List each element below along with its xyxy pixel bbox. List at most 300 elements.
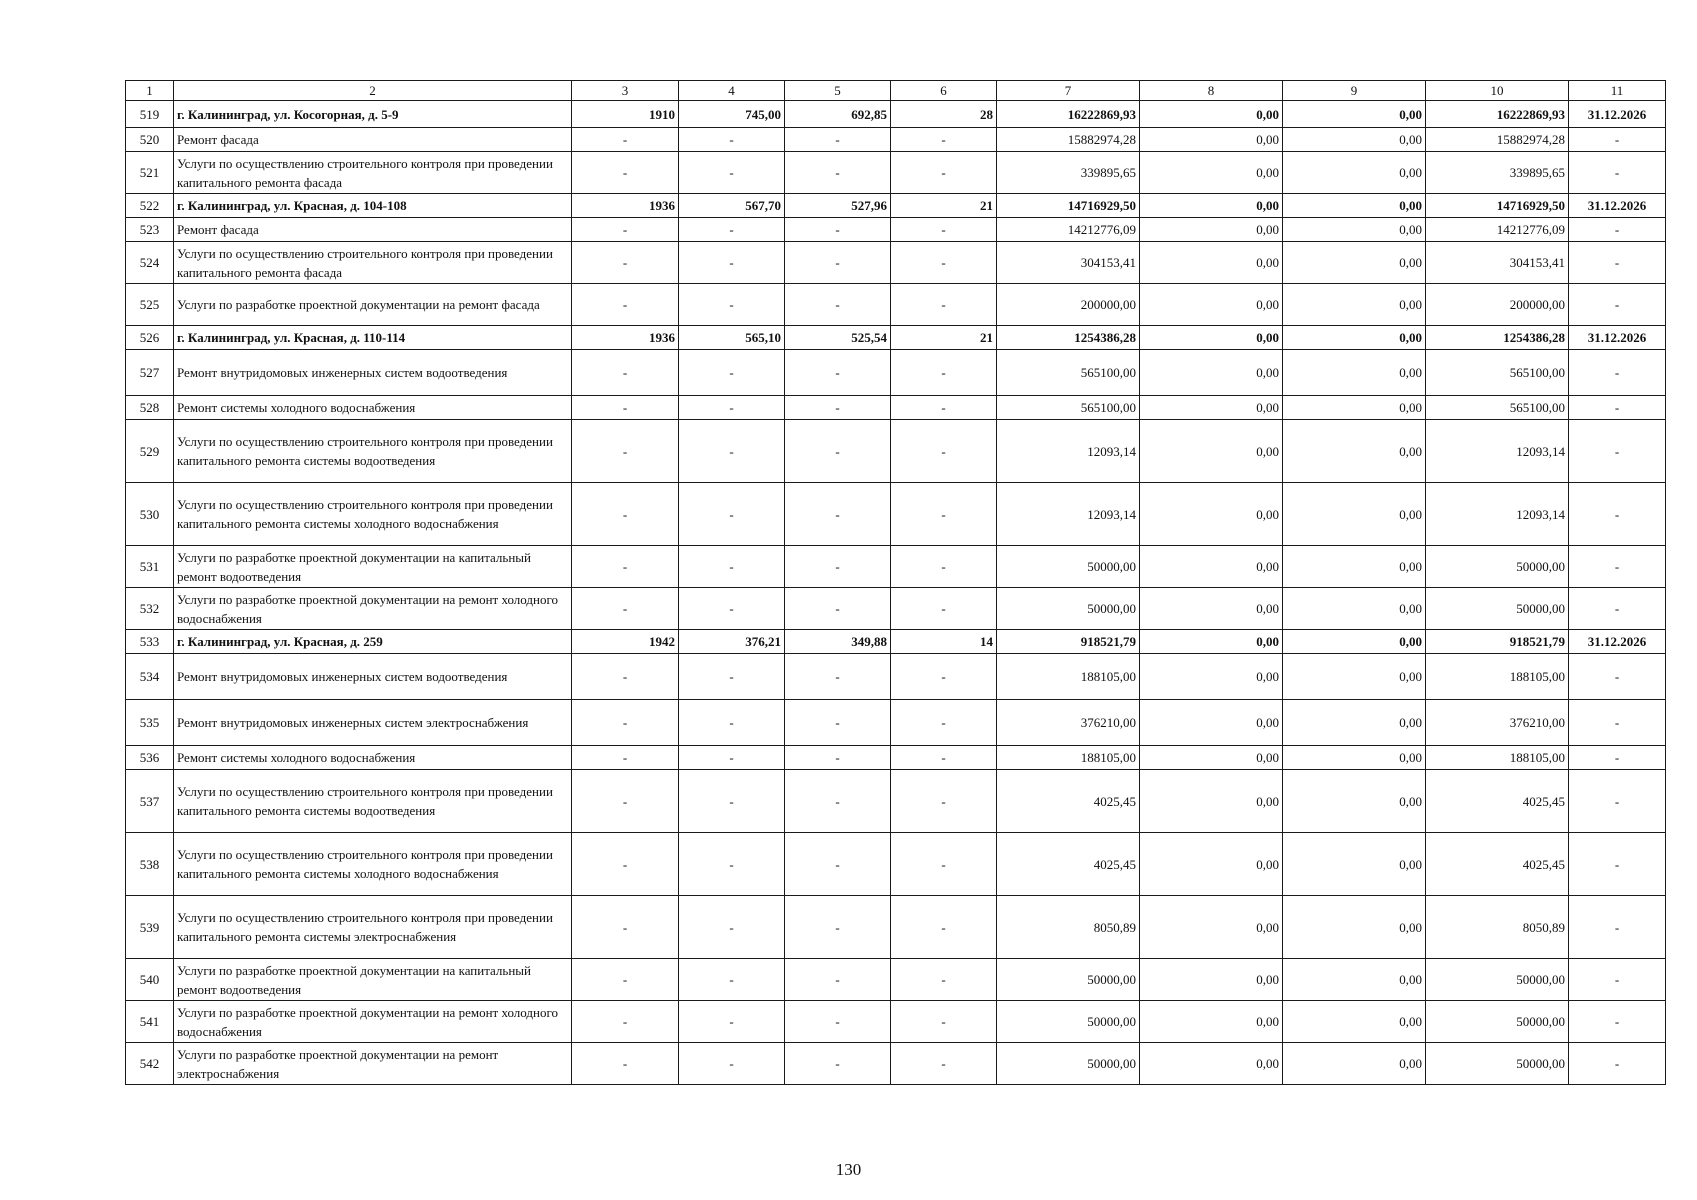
work-item-row [126, 746, 1666, 770]
column-number: 2 [174, 81, 572, 101]
fund-cost: 0,00 [1140, 1043, 1283, 1085]
fund-cost: 0,00 [1140, 770, 1283, 833]
living-area: - [785, 654, 891, 700]
other-cost: 0,00 [1283, 1001, 1426, 1043]
total-cost: 50000,00 [997, 546, 1140, 588]
completion-date: - [1569, 284, 1666, 326]
living-area: - [785, 218, 891, 242]
year-built: - [572, 152, 679, 194]
work-item-row [126, 128, 1666, 152]
total-cost: 12093,14 [997, 483, 1140, 546]
work-item-row [126, 483, 1666, 546]
total-area: - [679, 152, 785, 194]
total-area: - [679, 128, 785, 152]
living-area: - [785, 350, 891, 396]
total-cost: 12093,14 [997, 420, 1140, 483]
living-area: 349,88 [785, 630, 891, 654]
fund-cost: 0,00 [1140, 483, 1283, 546]
work-item-row [126, 218, 1666, 242]
completion-date: 31.12.2026 [1569, 326, 1666, 350]
item-name: Услуги по разработке проектной документации на ремонт холодного водоснабжения [174, 1001, 572, 1043]
total-cost: 16222869,93 [997, 101, 1140, 128]
fund-cost: 0,00 [1140, 746, 1283, 770]
work-item-row [126, 546, 1666, 588]
row-number: 523 [126, 218, 174, 242]
residents-count: - [891, 746, 997, 770]
fund-cost: 0,00 [1140, 152, 1283, 194]
work-item-row [126, 1001, 1666, 1043]
living-area: - [785, 746, 891, 770]
row-number: 525 [126, 284, 174, 326]
living-area: 525,54 [785, 326, 891, 350]
living-area: - [785, 959, 891, 1001]
row-number: 521 [126, 152, 174, 194]
completion-date: - [1569, 654, 1666, 700]
owners-cost: 12093,14 [1426, 483, 1569, 546]
address-row [126, 101, 1666, 128]
residents-count: - [891, 770, 997, 833]
owners-cost: 339895,65 [1426, 152, 1569, 194]
completion-date: - [1569, 746, 1666, 770]
total-cost: 339895,65 [997, 152, 1140, 194]
other-cost: 0,00 [1283, 101, 1426, 128]
owners-cost: 12093,14 [1426, 420, 1569, 483]
work-item-row [126, 588, 1666, 630]
fund-cost: 0,00 [1140, 284, 1283, 326]
owners-cost: 918521,79 [1426, 630, 1569, 654]
column-number: 8 [1140, 81, 1283, 101]
fund-cost: 0,00 [1140, 326, 1283, 350]
owners-cost: 188105,00 [1426, 654, 1569, 700]
residents-count: - [891, 833, 997, 896]
owners-cost: 15882974,28 [1426, 128, 1569, 152]
total-area: - [679, 350, 785, 396]
living-area: - [785, 896, 891, 959]
residents-count: 14 [891, 630, 997, 654]
owners-cost: 1254386,28 [1426, 326, 1569, 350]
owners-cost: 8050,89 [1426, 896, 1569, 959]
owners-cost: 188105,00 [1426, 746, 1569, 770]
item-name: Услуги по осуществлению строительного контроля при проведении капитального ремонта системы холодного водоснабжения [174, 833, 572, 896]
row-number: 537 [126, 770, 174, 833]
total-cost: 8050,89 [997, 896, 1140, 959]
column-number: 3 [572, 81, 679, 101]
total-cost: 50000,00 [997, 1043, 1140, 1085]
owners-cost: 4025,45 [1426, 833, 1569, 896]
completion-date: - [1569, 700, 1666, 746]
total-area: 565,10 [679, 326, 785, 350]
completion-date: - [1569, 770, 1666, 833]
residents-count: - [891, 1043, 997, 1085]
other-cost: 0,00 [1283, 396, 1426, 420]
completion-date: - [1569, 152, 1666, 194]
work-item-row [126, 700, 1666, 746]
total-cost: 565100,00 [997, 350, 1140, 396]
residents-count: - [891, 1001, 997, 1043]
residents-count: - [891, 896, 997, 959]
table-body [126, 101, 1666, 1085]
column-number: 10 [1426, 81, 1569, 101]
item-name: Ремонт системы холодного водоснабжения [174, 396, 572, 420]
owners-cost: 4025,45 [1426, 770, 1569, 833]
row-number: 520 [126, 128, 174, 152]
other-cost: 0,00 [1283, 284, 1426, 326]
completion-date: - [1569, 588, 1666, 630]
fund-cost: 0,00 [1140, 396, 1283, 420]
total-area: - [679, 284, 785, 326]
completion-date: - [1569, 1001, 1666, 1043]
residents-count: 21 [891, 326, 997, 350]
fund-cost: 0,00 [1140, 242, 1283, 284]
completion-date: - [1569, 350, 1666, 396]
completion-date: - [1569, 128, 1666, 152]
owners-cost: 376210,00 [1426, 700, 1569, 746]
completion-date: - [1569, 420, 1666, 483]
total-cost: 4025,45 [997, 833, 1140, 896]
work-item-row [126, 284, 1666, 326]
owners-cost: 16222869,93 [1426, 101, 1569, 128]
fund-cost: 0,00 [1140, 833, 1283, 896]
fund-cost: 0,00 [1140, 420, 1283, 483]
year-built: - [572, 896, 679, 959]
total-area: - [679, 654, 785, 700]
fund-cost: 0,00 [1140, 896, 1283, 959]
other-cost: 0,00 [1283, 1043, 1426, 1085]
year-built: - [572, 654, 679, 700]
year-built: - [572, 128, 679, 152]
item-name: Услуги по осуществлению строительного контроля при проведении капитального ремонта фасада [174, 242, 572, 284]
row-number: 529 [126, 420, 174, 483]
owners-cost: 14212776,09 [1426, 218, 1569, 242]
fund-cost: 0,00 [1140, 128, 1283, 152]
other-cost: 0,00 [1283, 959, 1426, 1001]
other-cost: 0,00 [1283, 700, 1426, 746]
year-built: - [572, 483, 679, 546]
total-area: - [679, 700, 785, 746]
living-area: - [785, 1043, 891, 1085]
item-name: Услуги по осуществлению строительного контроля при проведении капитального ремонта системы холодного водоснабжения [174, 483, 572, 546]
work-item-row [126, 654, 1666, 700]
total-area: - [679, 483, 785, 546]
completion-date: - [1569, 242, 1666, 284]
total-cost: 50000,00 [997, 1001, 1140, 1043]
work-item-row [126, 152, 1666, 194]
item-name: Услуги по осуществлению строительного контроля при проведении капитального ремонта системы водоотведения [174, 770, 572, 833]
total-area: 376,21 [679, 630, 785, 654]
year-built: - [572, 242, 679, 284]
year-built: 1942 [572, 630, 679, 654]
row-number: 531 [126, 546, 174, 588]
living-area: - [785, 128, 891, 152]
completion-date: - [1569, 833, 1666, 896]
living-area: - [785, 588, 891, 630]
item-name: Услуги по разработке проектной документации на капитальный ремонт водоотведения [174, 959, 572, 1001]
other-cost: 0,00 [1283, 654, 1426, 700]
column-number: 7 [997, 81, 1140, 101]
work-item-row [126, 896, 1666, 959]
other-cost: 0,00 [1283, 350, 1426, 396]
total-cost: 188105,00 [997, 746, 1140, 770]
item-name: г. Калининград, ул. Красная, д. 259 [174, 630, 572, 654]
residents-count: - [891, 546, 997, 588]
column-number: 11 [1569, 81, 1666, 101]
item-name: Услуги по разработке проектной документации на ремонт холодного водоснабжения [174, 588, 572, 630]
owners-cost: 200000,00 [1426, 284, 1569, 326]
residents-count: - [891, 420, 997, 483]
living-area: - [785, 420, 891, 483]
fund-cost: 0,00 [1140, 959, 1283, 1001]
other-cost: 0,00 [1283, 588, 1426, 630]
column-number-row [126, 81, 1666, 101]
total-area: - [679, 896, 785, 959]
total-area: - [679, 1043, 785, 1085]
total-cost: 4025,45 [997, 770, 1140, 833]
row-number: 530 [126, 483, 174, 546]
residents-count: - [891, 350, 997, 396]
item-name: Услуги по разработке проектной документации на капитальный ремонт водоотведения [174, 546, 572, 588]
completion-date: - [1569, 896, 1666, 959]
owners-cost: 50000,00 [1426, 546, 1569, 588]
page-number: 130 [835, 1160, 862, 1179]
row-number: 519 [126, 101, 174, 128]
living-area: - [785, 284, 891, 326]
year-built: - [572, 770, 679, 833]
owners-cost: 565100,00 [1426, 350, 1569, 396]
other-cost: 0,00 [1283, 483, 1426, 546]
residents-count: - [891, 218, 997, 242]
work-item-row [126, 350, 1666, 396]
total-area: - [679, 396, 785, 420]
living-area: - [785, 242, 891, 284]
total-area: - [679, 959, 785, 1001]
total-area: - [679, 546, 785, 588]
year-built: 1936 [572, 326, 679, 350]
column-number: 6 [891, 81, 997, 101]
total-cost: 188105,00 [997, 654, 1140, 700]
row-number: 538 [126, 833, 174, 896]
work-item-row [126, 833, 1666, 896]
year-built: 1936 [572, 194, 679, 218]
work-item-row [126, 242, 1666, 284]
completion-date: - [1569, 396, 1666, 420]
item-name: Услуги по разработке проектной документации на ремонт фасада [174, 284, 572, 326]
item-name: Ремонт внутридомовых инженерных систем электроснабжения [174, 700, 572, 746]
living-area: - [785, 770, 891, 833]
item-name: г. Калининград, ул. Косогорная, д. 5-9 [174, 101, 572, 128]
total-cost: 376210,00 [997, 700, 1140, 746]
other-cost: 0,00 [1283, 896, 1426, 959]
total-area: - [679, 833, 785, 896]
total-area: 745,00 [679, 101, 785, 128]
total-cost: 918521,79 [997, 630, 1140, 654]
living-area: - [785, 152, 891, 194]
total-area: - [679, 770, 785, 833]
work-item-row [126, 959, 1666, 1001]
completion-date: 31.12.2026 [1569, 630, 1666, 654]
year-built: - [572, 700, 679, 746]
fund-cost: 0,00 [1140, 194, 1283, 218]
row-number: 533 [126, 630, 174, 654]
item-name: Ремонт фасада [174, 128, 572, 152]
total-cost: 14716929,50 [997, 194, 1140, 218]
fund-cost: 0,00 [1140, 588, 1283, 630]
column-number: 1 [126, 81, 174, 101]
other-cost: 0,00 [1283, 128, 1426, 152]
living-area: 527,96 [785, 194, 891, 218]
living-area: - [785, 396, 891, 420]
total-cost: 200000,00 [997, 284, 1140, 326]
fund-cost: 0,00 [1140, 630, 1283, 654]
fund-cost: 0,00 [1140, 350, 1283, 396]
fund-cost: 0,00 [1140, 654, 1283, 700]
row-number: 535 [126, 700, 174, 746]
residents-count: - [891, 128, 997, 152]
item-name: г. Калининград, ул. Красная, д. 104-108 [174, 194, 572, 218]
total-cost: 50000,00 [997, 588, 1140, 630]
item-name: Ремонт фасада [174, 218, 572, 242]
year-built: - [572, 420, 679, 483]
residents-count: - [891, 588, 997, 630]
item-name: Услуги по осуществлению строительного контроля при проведении капитального ремонта системы водоотведения [174, 420, 572, 483]
column-number: 5 [785, 81, 891, 101]
total-cost: 50000,00 [997, 959, 1140, 1001]
year-built: - [572, 284, 679, 326]
completion-date: 31.12.2026 [1569, 194, 1666, 218]
item-name: Услуги по осуществлению строительного контроля при проведении капитального ремонта системы электроснабжения [174, 896, 572, 959]
other-cost: 0,00 [1283, 326, 1426, 350]
row-number: 532 [126, 588, 174, 630]
work-item-row [126, 1043, 1666, 1085]
total-area: - [679, 242, 785, 284]
year-built: - [572, 959, 679, 1001]
fund-cost: 0,00 [1140, 546, 1283, 588]
row-number: 526 [126, 326, 174, 350]
item-name: Услуги по разработке проектной документации на ремонт электроснабжения [174, 1043, 572, 1085]
row-number: 539 [126, 896, 174, 959]
completion-date: - [1569, 546, 1666, 588]
completion-date: 31.12.2026 [1569, 101, 1666, 128]
residents-count: 21 [891, 194, 997, 218]
total-cost: 1254386,28 [997, 326, 1140, 350]
residents-count: - [891, 654, 997, 700]
living-area: - [785, 700, 891, 746]
work-item-row [126, 770, 1666, 833]
total-cost: 565100,00 [997, 396, 1140, 420]
other-cost: 0,00 [1283, 630, 1426, 654]
year-built: 1910 [572, 101, 679, 128]
other-cost: 0,00 [1283, 242, 1426, 284]
row-number: 528 [126, 396, 174, 420]
residents-count: 28 [891, 101, 997, 128]
year-built: - [572, 350, 679, 396]
fund-cost: 0,00 [1140, 700, 1283, 746]
total-area: - [679, 420, 785, 483]
capital-repair-table [125, 80, 1666, 1085]
residents-count: - [891, 483, 997, 546]
year-built: - [572, 546, 679, 588]
residents-count: - [891, 396, 997, 420]
item-name: Услуги по осуществлению строительного контроля при проведении капитального ремонта фасада [174, 152, 572, 194]
column-number: 4 [679, 81, 785, 101]
work-item-row [126, 396, 1666, 420]
year-built: - [572, 1043, 679, 1085]
other-cost: 0,00 [1283, 194, 1426, 218]
residents-count: - [891, 959, 997, 1001]
year-built: - [572, 218, 679, 242]
owners-cost: 50000,00 [1426, 959, 1569, 1001]
completion-date: - [1569, 483, 1666, 546]
item-name: Ремонт внутридомовых инженерных систем водоотведения [174, 654, 572, 700]
total-area: - [679, 218, 785, 242]
work-item-row [126, 420, 1666, 483]
living-area: - [785, 483, 891, 546]
year-built: - [572, 746, 679, 770]
total-area: - [679, 746, 785, 770]
living-area: - [785, 833, 891, 896]
fund-cost: 0,00 [1140, 218, 1283, 242]
residents-count: - [891, 284, 997, 326]
total-area: - [679, 1001, 785, 1043]
owners-cost: 565100,00 [1426, 396, 1569, 420]
fund-cost: 0,00 [1140, 101, 1283, 128]
living-area: - [785, 546, 891, 588]
total-area: - [679, 588, 785, 630]
owners-cost: 50000,00 [1426, 1043, 1569, 1085]
address-row [126, 194, 1666, 218]
completion-date: - [1569, 1043, 1666, 1085]
living-area: - [785, 1001, 891, 1043]
row-number: 536 [126, 746, 174, 770]
row-number: 522 [126, 194, 174, 218]
completion-date: - [1569, 218, 1666, 242]
item-name: Ремонт системы холодного водоснабжения [174, 746, 572, 770]
completion-date: - [1569, 959, 1666, 1001]
residents-count: - [891, 152, 997, 194]
row-number: 540 [126, 959, 174, 1001]
address-row [126, 630, 1666, 654]
item-name: Ремонт внутридомовых инженерных систем водоотведения [174, 350, 572, 396]
other-cost: 0,00 [1283, 746, 1426, 770]
total-cost: 14212776,09 [997, 218, 1140, 242]
total-cost: 15882974,28 [997, 128, 1140, 152]
year-built: - [572, 833, 679, 896]
owners-cost: 50000,00 [1426, 588, 1569, 630]
other-cost: 0,00 [1283, 546, 1426, 588]
row-number: 542 [126, 1043, 174, 1085]
fund-cost: 0,00 [1140, 1001, 1283, 1043]
column-number: 9 [1283, 81, 1426, 101]
other-cost: 0,00 [1283, 218, 1426, 242]
living-area: 692,85 [785, 101, 891, 128]
owners-cost: 14716929,50 [1426, 194, 1569, 218]
year-built: - [572, 1001, 679, 1043]
residents-count: - [891, 242, 997, 284]
address-row [126, 326, 1666, 350]
other-cost: 0,00 [1283, 152, 1426, 194]
other-cost: 0,00 [1283, 770, 1426, 833]
residents-count: - [891, 700, 997, 746]
row-number: 527 [126, 350, 174, 396]
owners-cost: 304153,41 [1426, 242, 1569, 284]
owners-cost: 50000,00 [1426, 1001, 1569, 1043]
row-number: 524 [126, 242, 174, 284]
year-built: - [572, 396, 679, 420]
other-cost: 0,00 [1283, 420, 1426, 483]
row-number: 541 [126, 1001, 174, 1043]
row-number: 534 [126, 654, 174, 700]
total-cost: 304153,41 [997, 242, 1140, 284]
other-cost: 0,00 [1283, 833, 1426, 896]
